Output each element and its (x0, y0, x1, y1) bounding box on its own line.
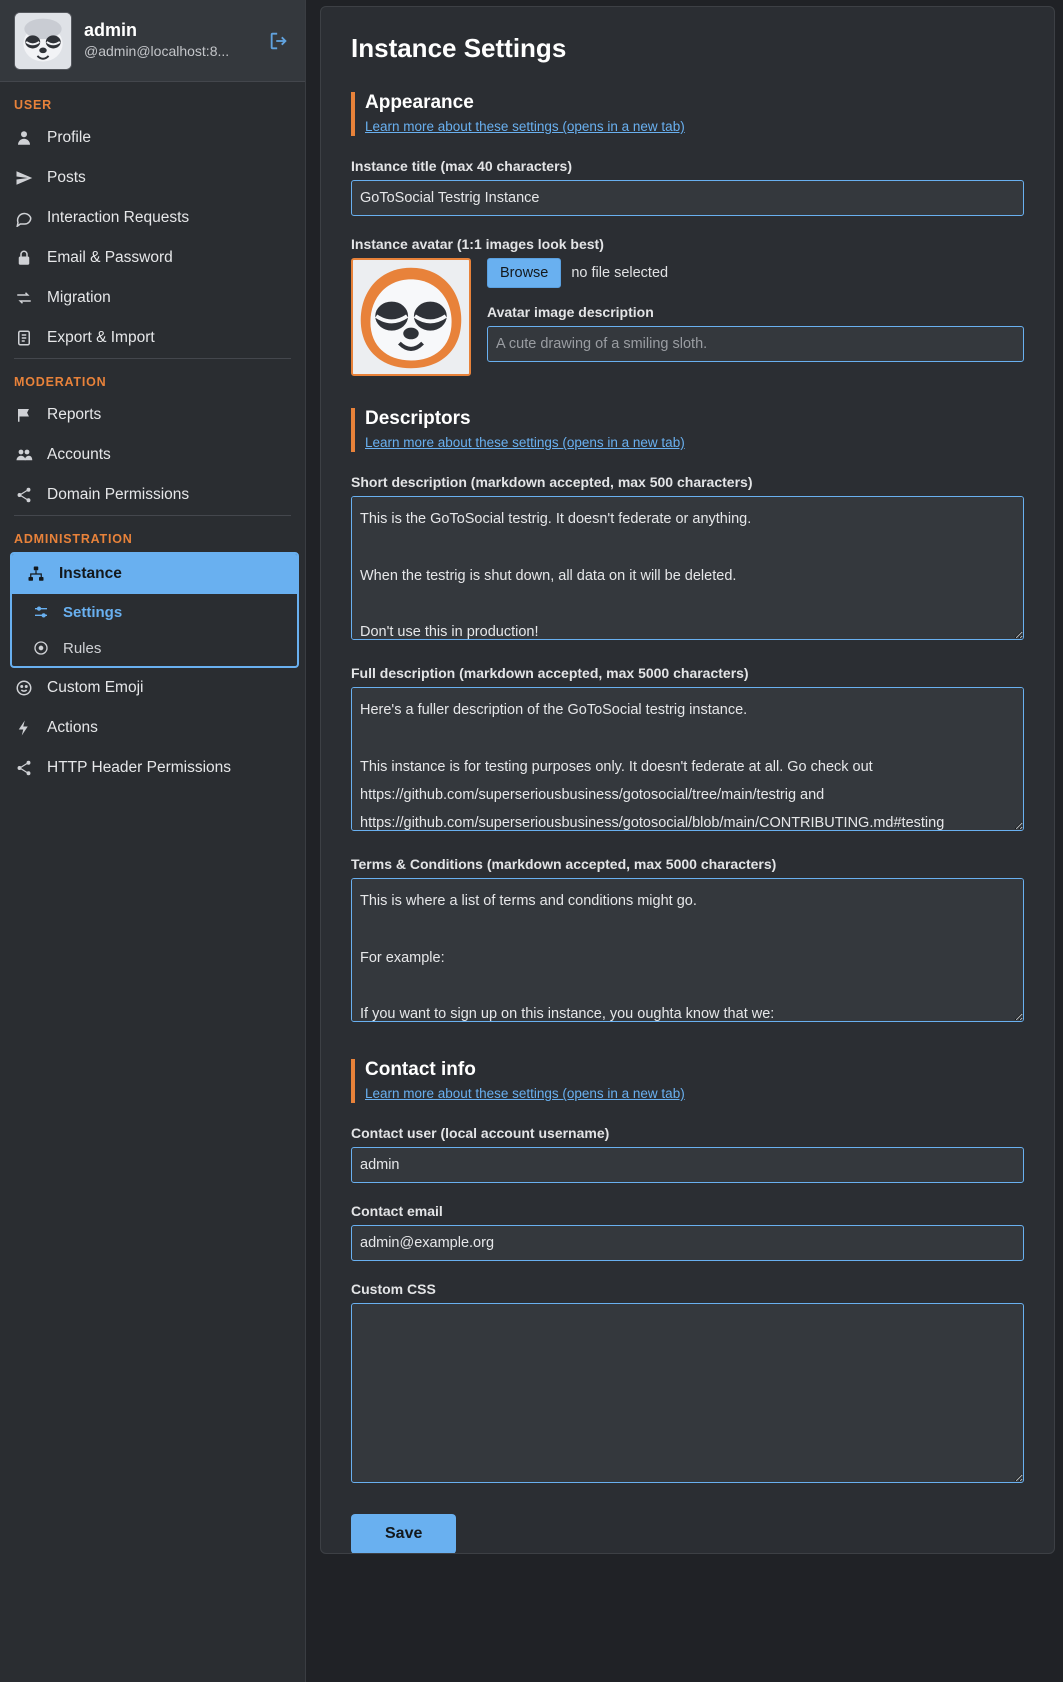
sidebar-item-export-import[interactable] (0, 318, 305, 358)
sidebar-item-migration[interactable] (0, 278, 305, 318)
sidebar-item-http-header-permissions[interactable] (0, 748, 305, 788)
terms-conditions-label: Terms & Conditions (markdown accepted, max 5000 characters) (351, 856, 777, 872)
sidebar-item-label: Export & Import (47, 329, 155, 346)
bolt-icon (14, 718, 34, 738)
document-icon (14, 328, 34, 348)
section-descriptors-header (351, 408, 1024, 452)
file-status-text: no file selected (571, 265, 669, 281)
account-box[interactable] (0, 0, 305, 82)
sidebar-item-actions[interactable] (0, 708, 305, 748)
sloth-avatar-icon (15, 13, 71, 69)
sidebar-item-label: Domain Permissions (47, 486, 190, 503)
avatar (14, 12, 72, 70)
full-description-label: Full description (markdown accepted, max 5000 characters) (351, 665, 749, 681)
share-nodes-icon (14, 758, 34, 778)
avatar-row (351, 258, 1024, 376)
sidebar-item-reports[interactable] (0, 395, 305, 435)
nav-section-moderation-title: MODERATION (14, 375, 107, 389)
terms-conditions-field (351, 856, 1024, 1027)
sidebar-item-label: HTTP Header Permissions (47, 759, 232, 776)
sidebar-item-label: Rules (63, 639, 102, 657)
full-description-field (351, 665, 1024, 836)
instance-avatar-field (351, 236, 1024, 376)
page-title: Instance Settings (351, 33, 567, 63)
sidebar (0, 0, 306, 1682)
main-panel (320, 6, 1055, 1554)
sidebar-item-label: Posts (47, 169, 86, 186)
chat-icon (14, 208, 34, 228)
avatar-description-input[interactable] (487, 326, 1024, 362)
instance-title-field (351, 158, 1024, 216)
section-title: Contact info (365, 1059, 476, 1080)
transfer-icon (14, 288, 34, 308)
section-contact-header (351, 1059, 1024, 1103)
avatar-description-label: Avatar image description (487, 304, 654, 320)
sidebar-item-email-password[interactable] (0, 238, 305, 278)
custom-css-field (351, 1281, 1024, 1488)
file-picker-row (487, 258, 1024, 288)
paper-plane-icon (14, 168, 34, 188)
browse-button[interactable]: Browse (487, 258, 561, 288)
flag-icon (14, 405, 34, 425)
sidebar-item-label: Email & Password (47, 249, 173, 266)
sidebar-item-accounts[interactable] (0, 435, 305, 475)
logout-icon[interactable] (267, 29, 291, 53)
sidebar-item-rules[interactable] (12, 630, 297, 666)
instance-title-input[interactable] (351, 180, 1024, 216)
nav-section-user-title: USER (14, 98, 52, 112)
full-description-textarea[interactable] (351, 687, 1024, 831)
account-text (84, 19, 255, 62)
sidebar-item-label: Reports (47, 406, 102, 423)
sidebar-item-label: Profile (47, 129, 91, 146)
contact-user-label: Contact user (local account username) (351, 1125, 610, 1141)
share-nodes-icon (14, 485, 34, 505)
sloth-avatar-icon (353, 260, 469, 374)
sidebar-item-instance[interactable] (12, 554, 297, 594)
contact-user-input[interactable] (351, 1147, 1024, 1183)
short-description-field (351, 474, 1024, 645)
save-button[interactable]: Save (351, 1514, 456, 1554)
target-icon (32, 639, 50, 657)
sidebar-item-domain-permissions[interactable] (0, 475, 305, 515)
sidebar-item-label: Settings (63, 603, 123, 621)
sidebar-item-label: Migration (47, 289, 111, 306)
contact-email-field (351, 1203, 1024, 1261)
sidebar-group-instance (10, 552, 299, 668)
learn-more-link[interactable]: Learn more about these settings (opens in a new tab) (365, 1086, 685, 1101)
account-name: admin (84, 20, 138, 40)
instance-avatar-label: Instance avatar (1:1 images look best) (351, 236, 604, 252)
sidebar-item-custom-emoji[interactable] (0, 668, 305, 708)
contact-email-label: Contact email (351, 1203, 443, 1219)
person-icon (14, 128, 34, 148)
sidebar-item-interaction-requests[interactable] (0, 198, 305, 238)
contact-user-field (351, 1125, 1024, 1183)
sidebar-item-posts[interactable] (0, 158, 305, 198)
custom-css-label: Custom CSS (351, 1281, 436, 1297)
terms-conditions-textarea[interactable] (351, 878, 1024, 1022)
sidebar-item-settings[interactable] (12, 594, 297, 630)
learn-more-link[interactable]: Learn more about these settings (opens in a new tab) (365, 435, 685, 450)
sidebar-item-profile[interactable] (0, 118, 305, 158)
section-appearance-header (351, 92, 1024, 136)
avatar-description-block (487, 258, 1024, 362)
smile-icon (14, 678, 34, 698)
learn-more-link[interactable]: Learn more about these settings (opens in a new tab) (365, 119, 685, 134)
short-description-textarea[interactable] (351, 496, 1024, 640)
instance-title-label: Instance title (max 40 characters) (351, 158, 572, 174)
instance-avatar-preview (351, 258, 471, 376)
sliders-icon (32, 603, 50, 621)
sitemap-icon (26, 564, 46, 584)
sidebar-item-label: Instance (59, 565, 122, 582)
section-title: Appearance (365, 92, 474, 113)
sidebar-item-label: Actions (47, 719, 98, 736)
custom-css-textarea[interactable] (351, 1303, 1024, 1483)
sidebar-item-label: Custom Emoji (47, 679, 144, 696)
nav-section-administration-title: ADMINISTRATION (14, 532, 133, 546)
account-handle: @admin@localhost:8... (84, 43, 230, 60)
users-icon (14, 445, 34, 465)
section-title: Descriptors (365, 408, 471, 429)
sidebar-item-label: Interaction Requests (47, 209, 190, 226)
sidebar-item-label: Accounts (47, 446, 111, 463)
contact-email-input[interactable] (351, 1225, 1024, 1261)
lock-icon (14, 248, 34, 268)
short-description-label: Short description (markdown accepted, max 500 characters) (351, 474, 753, 490)
